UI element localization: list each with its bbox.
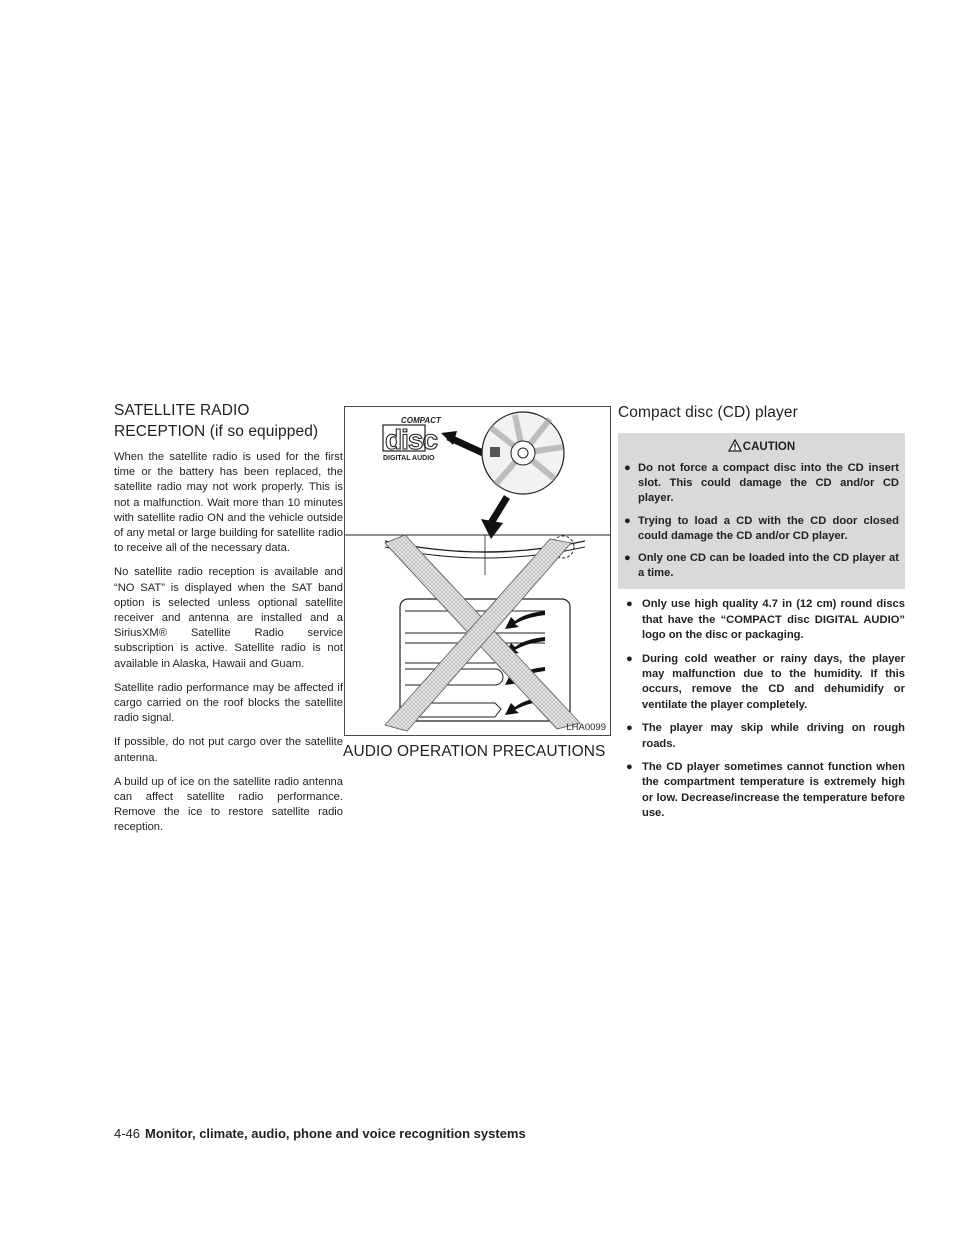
list-item: ● During cold weather or rainy days, the player may malfunction due to the humidity. If this occurs, remove the CD and dehumidify or ventilate the player completely.: [626, 652, 905, 711]
chapter-title: Monitor, climate, audio, phone and voice recognition systems: [145, 1126, 526, 1141]
satellite-heading: SATELLITE RADIO RECEPTION (if so equipped): [114, 402, 319, 440]
bullet-icon: ●: [626, 761, 633, 774]
cd-slot-illustration: [344, 406, 611, 736]
caution-title-text: CAUTION: [742, 441, 796, 453]
satellite-section: [114, 400, 343, 845]
disc-icon: [482, 412, 564, 494]
caution-list: [624, 461, 899, 581]
bullet-icon: ●: [624, 462, 631, 474]
list-item: ● Only use high quality 4.7 in (12 cm) round discs that have the “COMPACT disc DIGITAL AUDIO” logo on the disc or packaging.: [626, 598, 905, 642]
logo-disc-text: disc: [385, 424, 438, 455]
caution-item: ● Only one CD can be loaded into the CD player at a time.: [624, 552, 899, 580]
figure-label: LHA0099: [566, 722, 606, 733]
page-number: 4-46: [114, 1126, 141, 1141]
cd-player-section: [618, 402, 905, 830]
caution-title: [624, 439, 899, 455]
satellite-paragraph-5: A build up of ice on the satellite radio antenna can affect satellite radio performance. Remove the ice to restore satellite radio reception.: [114, 775, 343, 834]
cd-player-heading: Compact disc (CD) player: [618, 404, 798, 421]
cd-precautions-list: [618, 597, 905, 821]
logo-digital-audio-text: DIGITAL AUDIO: [383, 455, 435, 462]
bullet-icon: ●: [626, 722, 633, 735]
cd-illustration-svg: [345, 407, 610, 735]
satellite-paragraph-2: No satellite radio reception is available and “NO SAT” is displayed when the SAT band option is selected unless optional satellite receiver and antenna are installed and a SiriusXM® Satellite Radio service subscription is active. Satellite radio is not available in Alaska, Hawaii and Guam.: [114, 566, 343, 670]
warning-icon: [728, 439, 742, 452]
bullet-icon: ●: [626, 652, 633, 665]
bullet-icon: ●: [626, 598, 633, 611]
bullet-icon: ●: [624, 552, 631, 565]
satellite-paragraph-3: Satellite radio performance may be affected if cargo carried on the roof blocks the satellite radio signal.: [114, 681, 343, 725]
page-footer: [114, 1126, 526, 1141]
compact-disc-logo: [383, 416, 442, 462]
list-item: ● The player may skip while driving on rough roads.: [626, 722, 905, 750]
satellite-paragraph-4: If possible, do not put cargo over the satellite antenna.: [114, 736, 343, 764]
audio-precautions-heading: AUDIO OPERATION PRECAUTIONS: [343, 743, 606, 760]
list-item: ● The CD player sometimes cannot function when the compartment temperature is extremely high or low. Decrease/increase the temperature before use.: [626, 761, 905, 820]
caution-item: ● Do not force a compact disc into the CD insert slot. This could damage the CD and/or CD player.: [624, 462, 899, 505]
bullet-icon: ●: [624, 514, 631, 527]
logo-compact-text: COMPACT: [401, 416, 441, 425]
caution-box: [618, 433, 905, 589]
caution-item: ● Trying to load a CD with the CD door closed could damage the CD and/or CD player.: [624, 514, 899, 542]
satellite-paragraph-1: When the satellite radio is used for the first time or the battery has been replaced, the satellite radio may not work properly. This is not a malfunction. Wait more than 10 minutes with satellite radio ON and the vehicle outside of any metal or large building for satellite radio to receive all of the necessary data.: [114, 451, 343, 555]
